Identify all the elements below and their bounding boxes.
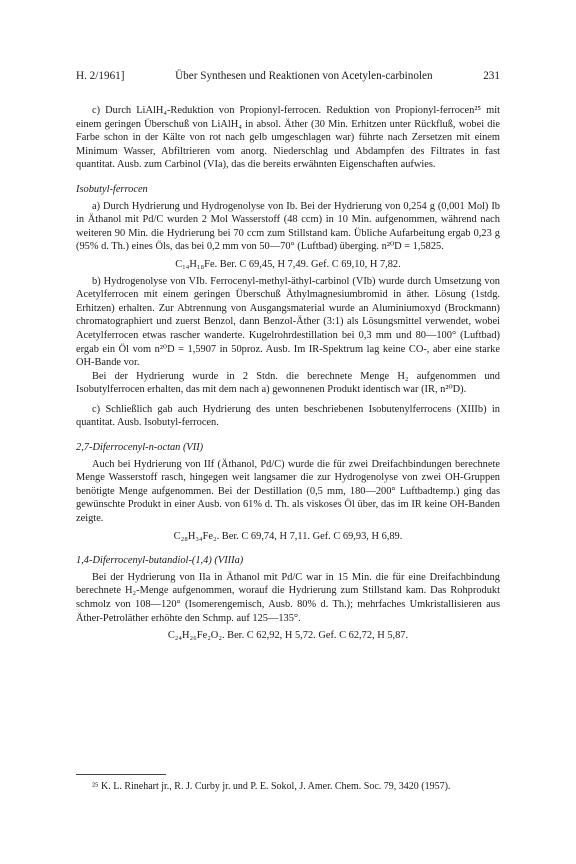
paragraph: a) Durch Hydrierung und Hydrogenolyse von Ib. Bei der Hydrierung von 0,254 g (0,001 Mol) Ib in Äthanol mit Pd/C wurden 2 Mol Wasserstoff (48 ccm) in 10 Min. aufgenommen, während nach weiteren 90 Min. die Hydrierung bei 70 ccm zum Stillstand kam. Übliche Aufarbeitung ergab 0,23 g (95% d. Th.) eines Öls, das bei 0,2 mm von 50—70° (Luftbad) überging. n²⁰D = 1,5825. (76, 200, 500, 253)
footnote: ²⁵ K. L. Rinehart jr., R. J. Curby jr. und P. E. Sokol, J. Amer. Chem. Soc. 79, 3420 (1957). (92, 781, 451, 792)
analysis-formula: C₂₄H₂₆Fe₂O₂. Ber. C 62,92, H 5,72. Gef. C 62,72, H 5,87. (167, 630, 409, 642)
paragraph: b) Hydrogenolyse von VIb. Ferrocenyl-methyl-äthyl-carbinol (VIb) wurde durch Umsetzung von Acetylferrocen mit einem geringen Überschuß Äthylmagnesiumbromid in äther. Lösung (1stdg. Erhitzen) erhalten. Zur Abtrennung von Ausgangsmaterial wurde an Aluminiumoxyd (Brockmann) chromatographiert und zuerst Benzol, dann Benzol-Äther (3:1) als Lösungsmittel verwendet, wobei Acetylferrocen etwas rascher wanderte. Kugelrohrdestillation bei 0,3 mm und 80—100° (Luftbad) ergab ein Öl vom n²⁰D = 1,5907 in 50proz. Ausb. Im IR-Spektrum lag keine CO-, aber eine starke OH-Bande vor. (76, 275, 500, 369)
body-text (76, 104, 500, 646)
analysis-formula: C₂₈H₃₄Fe₂. Ber. C 69,74, H 7,11. Gef. C 69,93, H 6,89. (173, 530, 403, 542)
header-title: Über Synthesen und Reaktionen von Acetylen-carbinolen (175, 70, 433, 82)
section-heading: 2,7-Diferrocenyl-n-octan (VII) (76, 442, 204, 454)
paragraph: Auch bei Hydrierung von IIf (Äthanol, Pd/C) wurde die für zwei Dreifachbindungen berechnete Menge Wasserstoff rasch, hingegen weit langsamer die zur Hydrogenolyse von zwei OH-Gruppen benötigte Menge aufgenommen. Bei der Destillation (0,5 mm, 180—200° Luftbadtemp.) ging das gewünschte Produkt in einer Ausb. von 61% d. Th. als viskoses Öl über, das im IR keine OH-Banden zeigte. (76, 458, 500, 525)
header-issue: H. 2/1961] (76, 70, 125, 82)
section-heading: 1,4-Diferrocenyl-butandiol-(1,4) (VIIIa) (76, 555, 244, 567)
footnote-rule (76, 774, 166, 775)
analysis-formula: C₁₄H₁₈Fe. Ber. C 69,45, H 7,49. Gef. C 69,10, H 7,82. (175, 258, 401, 270)
section-heading: Isobutyl-ferrocen (76, 183, 148, 195)
paragraph: Bei der Hydrierung von IIa in Äthanol mit Pd/C war in 15 Min. die für eine Dreifachbindung berechnete H₂-Menge aufgenommen, worauf die Hydrierung zum Stillstand kam. Das Rohprodukt schmolz von 108—120° (Isomerengemisch, Ausb. 80% d. Th.); mehrfaches Umkristallisieren aus Äther-Petroläther erhöhte den Schmp. auf 125—135°. (76, 571, 500, 624)
header-page-number: 231 (483, 70, 500, 82)
running-header (76, 70, 500, 82)
paragraph: c) Schließlich gab auch Hydrierung des unten beschriebenen Isobutenylferrocens (XIIIb) in quantitat. Ausb. Isobutyl-ferrocen. (76, 403, 500, 429)
paragraph: Bei der Hydrierung wurde in 2 Stdn. die berechnete Menge H₂ aufgenommen und Isobutylferrocen erhalten, das mit dem nach a) gewonnenen Produkt identisch war (IR, n²⁰D). (76, 370, 500, 396)
paragraph: c) Durch LiAlH₄-Reduktion von Propionyl-ferrocen. Reduktion von Propionyl-ferrocen²⁵ mit einem geringen Überschuß von LiAlH₄ in absol. Äther (30 Min. Erhitzen unter Rückfluß, wobei die Farbe schon in der Kälte von rot nach gelb umgeschlagen war) führte nach Zersetzen mit einem Minimum Wasser, Abfiltrieren vom anorg. Niederschlag und Abdampfen des Filtrates in fast quantitat. Ausb. zum Carbinol (VIa), das die bereits erwähnten Eigenschaften aufwies. (76, 105, 500, 171)
